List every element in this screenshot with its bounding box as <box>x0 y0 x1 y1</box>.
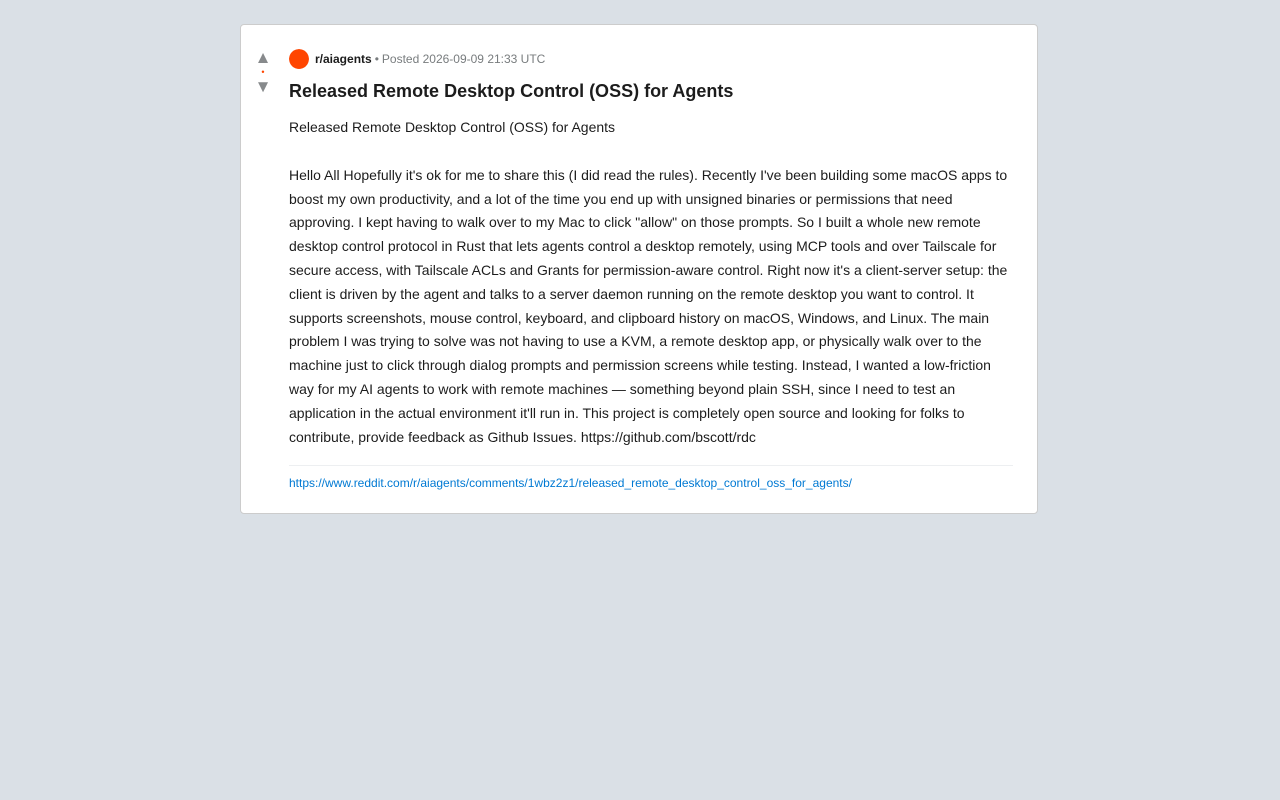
post-card <box>240 24 1038 514</box>
upvote-icon[interactable]: ▲ <box>254 48 272 67</box>
vote-column <box>249 49 277 96</box>
post-footer <box>289 465 1013 491</box>
post-body-paragraph: Released Remote Desktop Control (OSS) for Agents <box>289 119 616 135</box>
vote-score: • <box>261 67 265 77</box>
downvote-icon[interactable]: ▼ <box>254 77 272 96</box>
post-title[interactable]: Released Remote Desktop Control (OSS) for Agents <box>289 81 734 101</box>
meta-separator: • <box>374 52 379 66</box>
post-body <box>289 116 1013 449</box>
subreddit-avatar-icon[interactable] <box>289 49 309 69</box>
post-meta <box>289 47 1013 71</box>
post-permalink[interactable]: https://www.reddit.com/r/aiagents/comments/1wbz2z1/released_remote_desktop_control_oss_for_agents/ <box>289 476 852 491</box>
subreddit-name[interactable]: r/aiagents <box>315 52 372 66</box>
post-body-paragraph: Hello All Hopefully it's ok for me to share this (I did read the rules). Recently I've been building some macOS apps to boost my own productivity, and a lot of the time you end up with unsigned binaries or permissions that need approving. I kept having to walk over to my Mac to click "allow" on those prompts. So I built a whole new remote desktop control protocol in Rust that lets agents control a desktop remotely, using MCP tools and over Tailscale for secure access, with Tailscale ACLs and Grants for permission-aware control. Right now it's a client-server setup: the client is driven by the agent and talks to a server daemon running on the remote desktop you want to control. It supports screenshots, mouse control, keyboard, and clipboard history on macOS, Windows, and Linux. The main problem I was trying to solve was not having to use a KVM, a remote desktop app, or physically walk over to the machine just to click through dialog prompts and permission screens while testing. Instead, I wanted a low-friction way for my AI agents to work with remote machines — something beyond plain SSH, since I need to test an application in the actual environment it'll run in. This project is completely open source and looking for folks to contribute, provide feedback as Github Issues. https://github.com/bscott/rdc <box>289 166 1008 445</box>
post-timestamp: Posted 2026-09-09 21:33 UTC <box>381 52 546 66</box>
